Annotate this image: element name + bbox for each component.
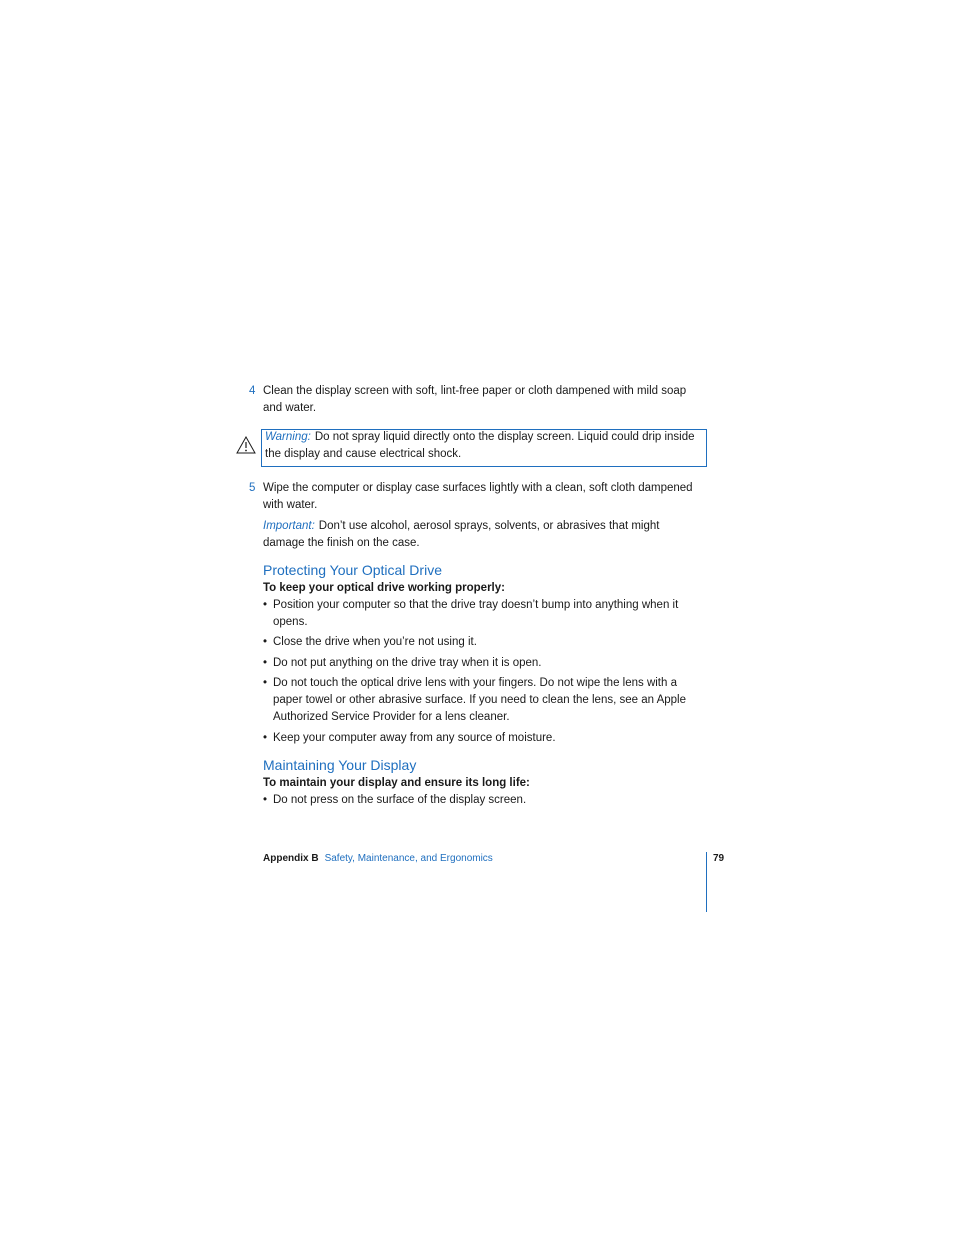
page-number: 79 — [713, 853, 725, 864]
important-label: Important: — [263, 520, 315, 532]
step-text: Wipe the computer or display case surfaces lightly with a clean, soft cloth dampened with water. — [263, 482, 693, 511]
warning-label: Warning: — [265, 431, 311, 443]
important-note — [263, 518, 703, 552]
important-text: Don’t use alcohol, aerosol sprays, solvents, or abrasives that might damage the finish on the case. — [263, 520, 660, 549]
warning-text: Do not spray liquid directly onto the display screen. Liquid could drip inside the display and cause electrical shock. — [265, 431, 695, 460]
section-lead-optical-drive: To keep your optical drive working properly: — [263, 582, 505, 594]
section-lead-display: To maintain your display and ensure its long life: — [263, 777, 530, 789]
step-number: 4 — [249, 385, 256, 397]
section-heading-optical-drive: Protecting Your Optical Drive — [263, 562, 442, 578]
warning-triangle-icon — [236, 436, 256, 454]
step-text: Clean the display screen with soft, lint-free paper or cloth dampened with mild soap and water. — [263, 385, 687, 414]
footer-divider — [706, 852, 707, 912]
warning-text-block — [265, 429, 705, 463]
footer-appendix: Appendix B — [263, 853, 319, 864]
page-footer — [263, 852, 493, 866]
step-number: 5 — [249, 482, 256, 494]
section-heading-display: Maintaining Your Display — [263, 757, 417, 773]
footer-chapter-title: Safety, Maintenance, and Ergonomics — [324, 853, 493, 864]
